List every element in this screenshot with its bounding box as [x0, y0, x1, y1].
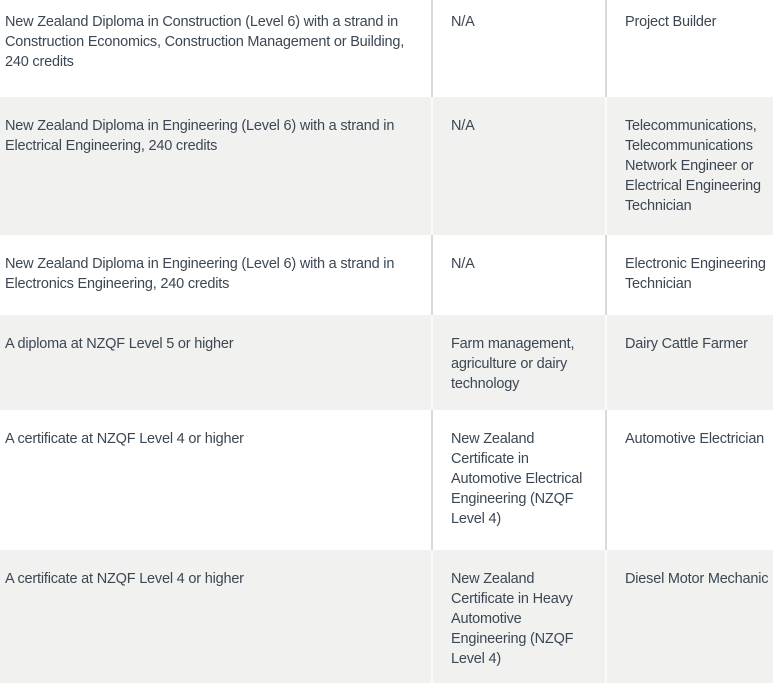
occupation-cell: Electronic Engineering Technician: [605, 235, 773, 315]
table-row: [0, 550, 773, 683]
qualification-cell: New Zealand Diploma in Engineering (Level 6) with a strand in Electrical Engineering, 240 credits: [5, 118, 395, 154]
occupation-cell: Dairy Cattle Farmer: [605, 315, 773, 410]
qualification-cell: A diploma at NZQF Level 5 or higher: [5, 336, 234, 352]
table-row: [0, 410, 773, 550]
occupation-cell: Diesel Motor Mechanic: [605, 550, 773, 683]
qualification-cell: A certificate at NZQF Level 4 or higher: [5, 571, 244, 587]
occupation-cell: Automotive Electrician: [605, 410, 773, 550]
table-row: [0, 315, 773, 410]
alternative-qualification-cell: N/A: [431, 0, 605, 97]
qualification-cell: A certificate at NZQF Level 4 or higher: [5, 431, 244, 447]
table-row: [0, 235, 773, 315]
table-row: [0, 97, 773, 235]
qualification-cell: New Zealand Diploma in Engineering (Level 6) with a strand in Electronics Engineering, 240 credits: [5, 256, 395, 292]
alternative-qualification-cell: New Zealand Certificate in Automotive Electrical Engineering (NZQF Level 4): [431, 410, 605, 550]
qualification-cell: New Zealand Diploma in Construction (Level 6) with a strand in Construction Economics, Construction Management or Building, 240 credits: [5, 14, 405, 70]
alternative-qualification-cell: N/A: [431, 235, 605, 315]
occupation-cell: Project Builder: [605, 0, 773, 97]
occupation-cell: Telecommunications, Telecommunications Network Engineer or Electrical Engineering Technician: [605, 97, 773, 235]
alternative-qualification-cell: New Zealand Certificate in Heavy Automotive Engineering (NZQF Level 4): [431, 550, 605, 683]
alternative-qualification-cell: Farm management, agriculture or dairy technology: [431, 315, 605, 410]
alternative-qualification-cell: N/A: [431, 97, 605, 235]
table-row: [0, 0, 773, 97]
